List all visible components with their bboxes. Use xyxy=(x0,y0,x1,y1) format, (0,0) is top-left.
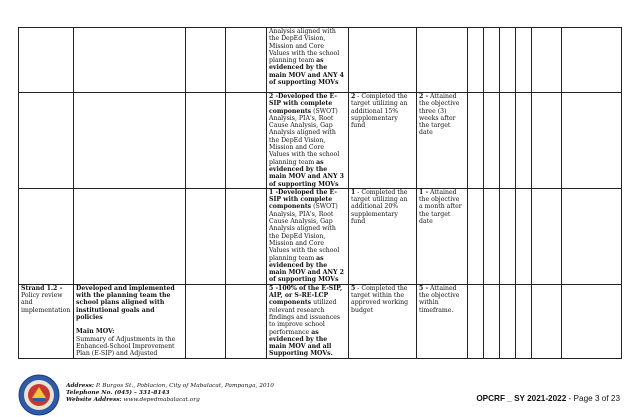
timeliness-text: Attained the objective a month after the target date xyxy=(419,188,462,226)
table-cell xyxy=(484,188,500,284)
school-address-block xyxy=(66,383,274,405)
table-row xyxy=(19,284,622,358)
table-cell xyxy=(532,28,562,93)
rubric-text-bold: as evidenced by the main MOV and ANY 4 of supporting MOVs xyxy=(269,57,344,87)
table-cell xyxy=(19,188,74,284)
performance-rubric-table xyxy=(18,27,622,359)
table-cell xyxy=(74,93,186,189)
table-cell xyxy=(562,93,622,189)
rating-number: 1 - xyxy=(419,188,429,196)
table-cell xyxy=(532,188,562,284)
table-cell xyxy=(349,28,417,93)
strand-title: Strand 1.2 – xyxy=(21,284,63,292)
rubric-text-bold: as evidenced by the main MOV and ANY 2 of supporting MOVs xyxy=(269,254,344,284)
rubric-text: (SWOT) Analysis, PIA's, Root Cause Analysis, Gap Analysis aligned with the DepEd Vision, Mission and Core Values with the school planning team xyxy=(269,203,340,262)
rating-number: 5 - xyxy=(419,284,429,292)
page-number xyxy=(476,394,620,403)
table-cell xyxy=(562,284,622,358)
rubric-lead: 1 -Developed the E-SIP with complete components xyxy=(269,188,337,211)
timeliness-cell xyxy=(417,284,468,358)
mov-label: Main MOV: xyxy=(76,328,115,336)
table-cell xyxy=(468,284,484,358)
table-cell xyxy=(500,284,516,358)
table-cell xyxy=(468,93,484,189)
efficiency-text: - Completed the target utilizing an additional 20% supplementary fund xyxy=(351,188,408,226)
strand-subtitle: Policy review and implementation xyxy=(21,292,71,314)
website-line xyxy=(66,397,274,404)
table-cell xyxy=(19,93,74,189)
efficiency-cell xyxy=(349,93,417,189)
rubric-lead: 2 -Developed the E-SIP with complete components xyxy=(269,93,337,115)
objective-cell xyxy=(74,284,186,358)
table-cell xyxy=(226,284,267,358)
efficiency-cell xyxy=(349,188,417,284)
table-cell xyxy=(468,188,484,284)
table-cell xyxy=(226,188,267,284)
table-cell xyxy=(516,93,532,189)
table-cell xyxy=(562,188,622,284)
rating-number: 1 xyxy=(351,188,356,196)
telephone-line xyxy=(66,390,274,397)
table-cell xyxy=(186,28,226,93)
table-cell xyxy=(19,28,74,93)
rubric-cell xyxy=(267,188,349,284)
rubric-text-bold: as evidenced by the main MOV and ANY 3 of supporting MOVs xyxy=(269,158,344,188)
table-cell xyxy=(516,28,532,93)
rubric-text: (SWOT) Analysis, PIA's, Root Cause Analysis, Gap Analysis aligned with the DepEd Vision, Mission and Core Values with the school planning team xyxy=(269,107,340,166)
efficiency-text: - Completed the target within the approved working budget xyxy=(351,284,409,314)
table-cell xyxy=(186,93,226,189)
table-cell xyxy=(186,188,226,284)
website-value: www.depedmabalacat.org xyxy=(121,397,200,404)
table-cell xyxy=(417,28,468,93)
timeliness-text: Attained the objective within timeframe. xyxy=(419,284,460,314)
rating-number: 2 - xyxy=(419,93,429,100)
table-cell xyxy=(532,93,562,189)
timeliness-text: Attained the objective three (3) weeks after the target date xyxy=(419,93,460,137)
table-row xyxy=(19,28,622,93)
rubric-cell xyxy=(267,284,349,358)
table-row xyxy=(19,188,622,284)
table-cell xyxy=(516,284,532,358)
table-cell xyxy=(484,28,500,93)
table-cell xyxy=(516,188,532,284)
mov-text: Summary of Adjustments in the Enhanced-School Improvement Plan (E-SIP) and Adjusted xyxy=(76,335,176,358)
table-cell xyxy=(226,28,267,93)
rubric-text-bold: as evidenced by the main MOV and all Supporting MOVs. xyxy=(269,328,333,358)
rubric-text: Analysis aligned with the DepEd Vision, Mission and Core Values with the school planning team xyxy=(269,28,340,65)
page-footer xyxy=(0,372,638,417)
rating-number: 5 xyxy=(351,284,356,292)
timeliness-cell xyxy=(417,188,468,284)
table-cell xyxy=(532,284,562,358)
telephone-label: Telephone No. (045) – 331-8143 xyxy=(66,390,170,397)
timeliness-cell xyxy=(417,93,468,189)
strand-cell xyxy=(19,284,74,358)
table-cell xyxy=(74,188,186,284)
efficiency-cell xyxy=(349,284,417,358)
rating-number: 2 xyxy=(351,93,356,100)
efficiency-text: - Completed the target utilizing an additional 15% supplementary fund xyxy=(351,93,408,130)
table-cell xyxy=(484,284,500,358)
deped-seal-icon xyxy=(18,374,60,416)
address-label: Address: xyxy=(66,383,95,389)
table-cell xyxy=(484,93,500,189)
rubric-lead: 5 -100% of the E-SIP, AIP, or S-RE-LCP components xyxy=(269,284,343,307)
page-count: - Page 3 of 23 xyxy=(566,394,620,403)
rubric-text: utilized relevant research findings and issuances to improve school performance xyxy=(269,299,341,336)
rubric-cell xyxy=(267,28,349,93)
objective-text: Developed and implemented with the planning team the school plans aligned with institutional goals and policies xyxy=(76,284,175,321)
table-cell xyxy=(500,188,516,284)
table-cell xyxy=(74,28,186,93)
table-cell xyxy=(500,28,516,93)
table-cell xyxy=(500,93,516,189)
table-cell xyxy=(226,93,267,189)
table-cell xyxy=(562,28,622,93)
table-row xyxy=(19,93,622,189)
address-value: P. Burgos St., Poblacion, City of Mabalacat, Pampanga, 2010 xyxy=(94,383,274,389)
website-label: Website Address: xyxy=(66,397,122,404)
rubric-cell xyxy=(267,93,349,189)
table-cell xyxy=(186,284,226,358)
document-code: OPCRF _ SY 2021-2022 xyxy=(476,394,567,403)
table-cell xyxy=(468,28,484,93)
